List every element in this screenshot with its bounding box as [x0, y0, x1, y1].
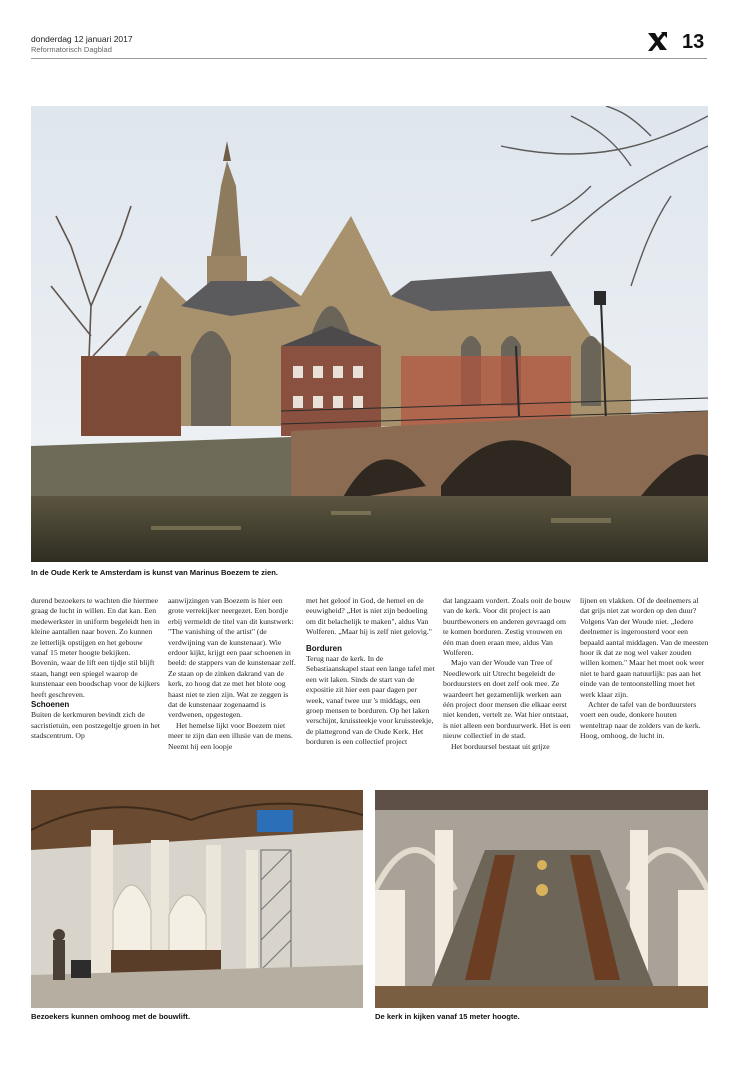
page-number: 13: [682, 31, 705, 53]
x-arrow-logo-icon: [646, 30, 668, 52]
photo-caption: Bezoekers kunnen omhoog met de bouwlift.: [31, 1012, 191, 1021]
church-interior-lift-photo: [31, 790, 363, 1008]
article-column: [31, 596, 160, 742]
article-column: [168, 596, 297, 752]
church-exterior-photo: [31, 106, 708, 562]
paragraph: Achter de tafel van de borduursters voert een oude, donkere houten wenteltrap naar de zolders van de kerk. Hoog, omhoog, de lucht in.: [580, 700, 701, 741]
photo-caption: De kerk in kijken vanaf 15 meter hoogte.: [375, 1012, 520, 1021]
paragraph: Buiten de kerkmuren bevindt zich de sacristietuin, een postzegeltje groen in het stadscentrum. Op: [31, 710, 160, 741]
photo-caption: In de Oude Kerk te Amsterdam is kunst van Marinus Boezem te zien.: [31, 568, 279, 577]
subheading: Borduren: [306, 643, 342, 653]
article-column: [443, 596, 572, 752]
publication-name: Reformatorisch Dagblad: [31, 45, 112, 54]
article-column: [306, 596, 435, 748]
date-line: donderdag 12 januari 2017: [31, 34, 133, 44]
paragraph: Terug naar de kerk. In de Sebastiaanskapel staat een lange tafel met een wit laken. Sinds de start van de expositie zit hier een paar dagen per week, vanaf twee uur 's middags, een groep mensen te borduren. Op het laken verschijnt, kruissteekje voor kruissteekje, de plattegrond van de Oude Kerk. Het borduren is een collectief project: [306, 654, 435, 747]
church-interior-aerial-photo: [375, 790, 708, 1008]
paragraph: aanwijzingen van Boezem is hier een grote verrekijker neergezet. Een bordje erbij vermeldt de titel van dit kunstwerk: "The vanishing of the artist" (de verdwijning van de kunstenaar). Wie erdoor kijkt, krijgt een paar schoenen in beeld: de stappers van de kunstenaar zelf. Ze staan op de zinken dakrand van de kerk, zo hoog dat ze met het blote oog haast niet te zien zijn. Wat ze zeggen is dat de kunstenaar zogenaamd is verdwenen, opgestegen.: [168, 596, 296, 720]
paragraph: Majo van der Woude van Tree of Needlework uit Utrecht begeleidt de borduursters en doet zelf ook mee. Ze waardeert het gezamenlijk werken aan één project door mensen die elkaar eerst niet kenden, vertelt ze. Wat hier ontstaat, is niet alleen een borduurwerk. Het is een nieuw collectief in de stad.: [443, 658, 571, 741]
paragraph: durend bezoekers te wachten die hiermee graag de lucht in willen. En dat kan. Een medewerkster in uniform begeleidt hen in kleine aantallen naar boven. Zo kunnen ze letterlijk opstijgen en het gebouw vanaf 15 meter hoogte bekijken. Bovenin, waar de lift een tijdje stil blijft staan, hangt een spiegel waarop de kunstenaar een boodschap voor de kijkers heeft geschreven.: [31, 596, 160, 699]
paragraph: met het geloof in God, de hemel en de eeuwigheid? „Het is niet zijn bedoeling om dit belachelijk te maken", aldus Van Wolferen. „Maar hij is zelf niet gelovig.": [306, 596, 432, 637]
paragraph: dat langzaam vordert. Zoals ooit de bouw van de kerk. Voor dit project is aan buurtbewoners en anderen gevraagd om te komen borduren. Zestig vrouwen en één man doen eraan mee, aldus Van Wolferen.: [443, 596, 571, 658]
paragraph: Het hemelse lijkt voor Boezem niet meer te zijn dan een illusie van de mens. Neemt hij een loopje: [168, 720, 293, 751]
subheading: Schoenen: [31, 700, 70, 710]
paragraph: Het borduursel bestaat uit grijze: [451, 741, 550, 751]
header-rule: [31, 58, 707, 59]
article-column: [580, 596, 709, 742]
paragraph: lijnen en vlakken. Of de deelnemers al dat grijs niet zat worden op den duur? Volgens Van der Woude niet. „Iedere deelnemer is ingeroosterd voor een bepaald aantal middagen. Van de meesten hoor ik dat ze nog wel vaker zouden willen komen." Maar het moet ook weer niet te hard gaan natuurlijk: pas aan het einde van de tentoonstelling moet het werk klaar zijn.: [580, 596, 709, 699]
